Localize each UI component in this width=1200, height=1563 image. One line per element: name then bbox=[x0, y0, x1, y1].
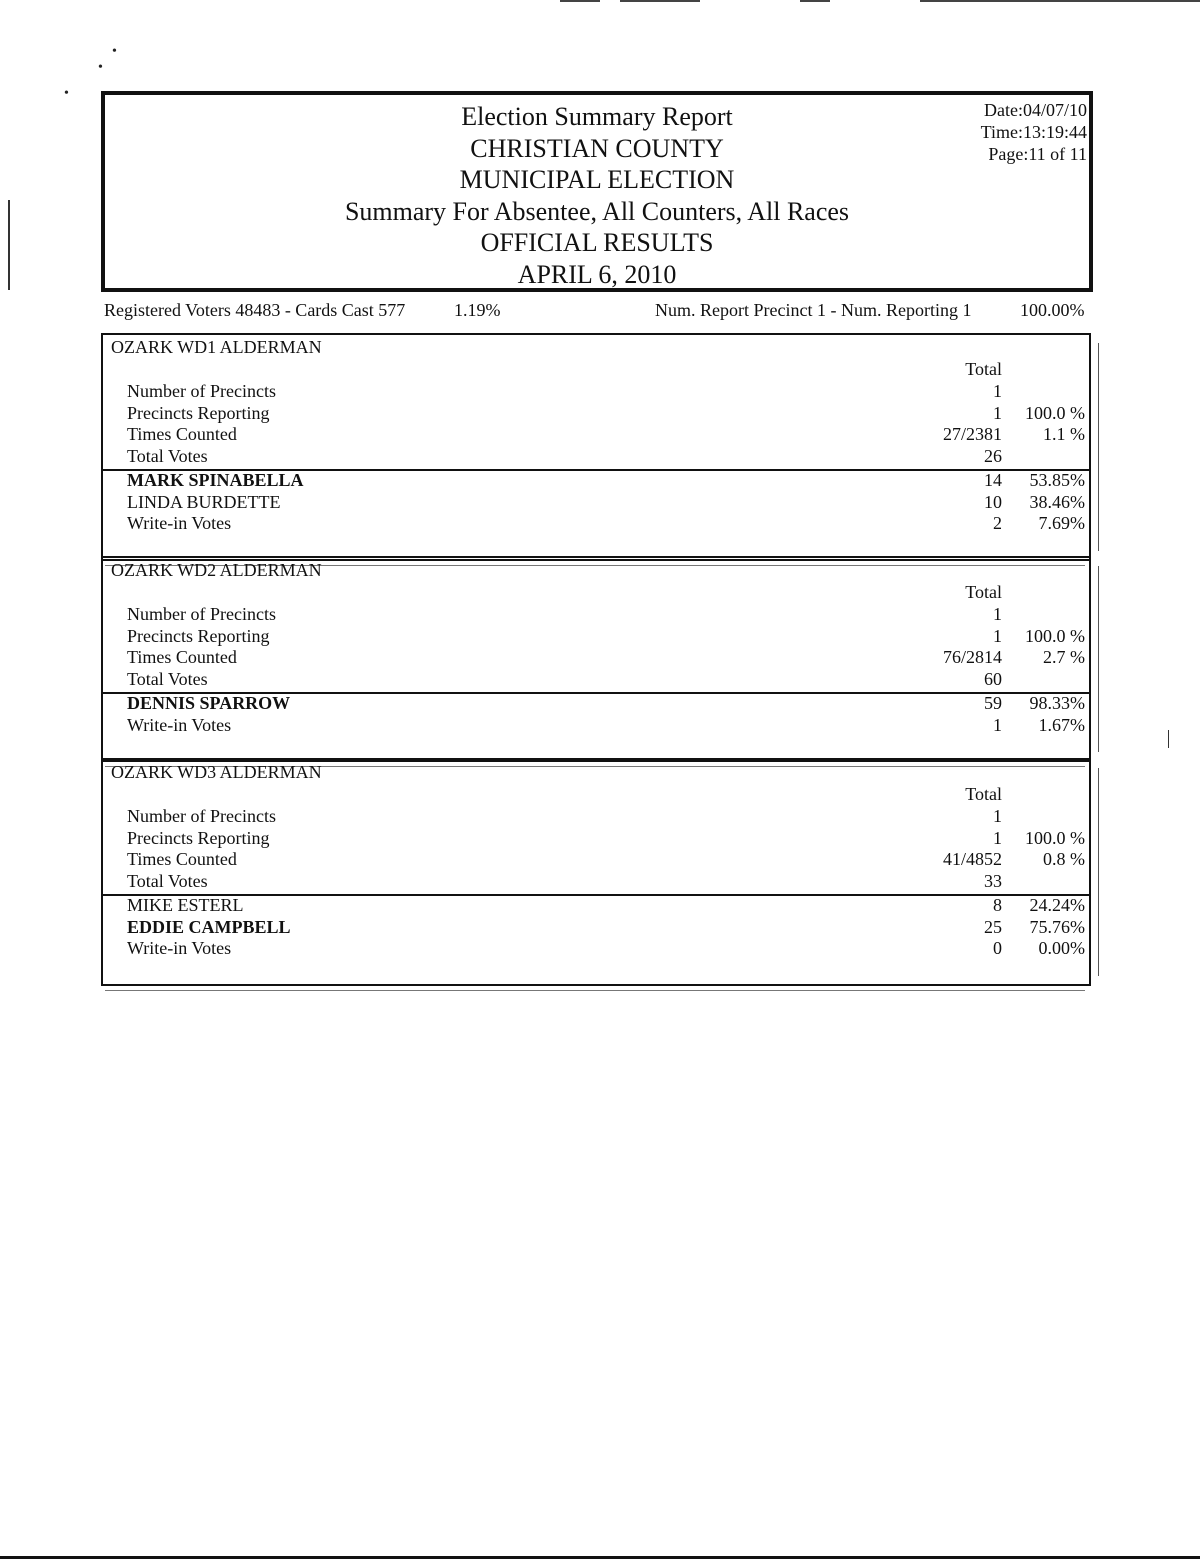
stat-row bbox=[127, 626, 1085, 648]
total-column-header: Total bbox=[965, 784, 1002, 804]
candidate-votes: 25 bbox=[984, 916, 1002, 937]
report-title-line: APRIL 6, 2010 bbox=[517, 259, 677, 289]
candidate-row bbox=[127, 715, 1085, 737]
stat-percent: 100.0 % bbox=[1025, 402, 1085, 423]
scan-edge-mark bbox=[105, 990, 1085, 991]
report-page: Page:11 of 11 bbox=[988, 144, 1087, 164]
stat-value: 26 bbox=[984, 446, 1002, 467]
candidate-row bbox=[127, 513, 1085, 535]
race-section bbox=[101, 758, 1091, 986]
candidate-votes: 2 bbox=[993, 513, 1002, 534]
stat-percent: 100.0 % bbox=[1025, 625, 1085, 646]
registered-percent: 1.19% bbox=[454, 300, 501, 320]
scan-edge-mark bbox=[1168, 730, 1169, 748]
candidate-percent: 38.46% bbox=[1029, 491, 1085, 512]
stat-label: Number of Precincts bbox=[127, 381, 276, 401]
precinct-reporting: Num. Report Precinct 1 - Num. Reporting 1 bbox=[655, 300, 972, 320]
stat-row bbox=[127, 669, 1085, 691]
report-time: Time:13:19:44 bbox=[980, 122, 1087, 142]
report-title-line: CHRISTIAN COUNTY bbox=[470, 133, 724, 163]
stat-row bbox=[127, 828, 1085, 850]
stat-value: 60 bbox=[984, 669, 1002, 690]
candidate-name: Write-in Votes bbox=[127, 513, 232, 534]
stat-value: 1 bbox=[993, 806, 1002, 826]
candidate-name: MARK SPINABELLA bbox=[127, 469, 304, 490]
candidate-row bbox=[127, 470, 1085, 492]
stat-label: Number of Precincts bbox=[127, 806, 276, 826]
stat-percent: 0.8 % bbox=[1043, 849, 1085, 870]
race-title: OZARK WD2 ALDERMAN bbox=[111, 560, 322, 580]
stat-label: Times Counted bbox=[127, 849, 237, 870]
stat-label: Total Votes bbox=[127, 446, 208, 467]
stat-value: 33 bbox=[984, 871, 1002, 892]
candidate-percent: 98.33% bbox=[1029, 692, 1085, 713]
stat-label: Precincts Reporting bbox=[127, 625, 270, 646]
report-stamp bbox=[981, 99, 1087, 165]
stat-percent: 2.7 % bbox=[1043, 647, 1085, 668]
total-column-header: Total bbox=[965, 359, 1002, 379]
stat-row bbox=[127, 849, 1085, 871]
candidate-percent: 53.85% bbox=[1029, 469, 1085, 490]
total-column-header: Total bbox=[965, 582, 1002, 602]
scan-edge-mark bbox=[800, 0, 830, 2]
candidate-name: MIKE ESTERL bbox=[127, 894, 244, 915]
stat-label: Precincts Reporting bbox=[127, 827, 270, 848]
candidate-row bbox=[127, 938, 1085, 960]
scan-edge-mark bbox=[1098, 566, 1099, 752]
stat-label: Times Counted bbox=[127, 647, 237, 668]
stat-row bbox=[127, 806, 1085, 828]
candidate-row bbox=[127, 895, 1085, 917]
report-title-line: MUNICIPAL ELECTION bbox=[459, 165, 735, 194]
candidate-votes: 0 bbox=[993, 938, 1002, 959]
race-section bbox=[101, 556, 1091, 762]
stat-value: 1 bbox=[993, 827, 1002, 848]
stat-value: 1 bbox=[993, 625, 1002, 646]
candidate-name: EDDIE CAMPBELL bbox=[127, 916, 291, 937]
scan-edge-mark bbox=[620, 0, 700, 2]
report-header bbox=[101, 91, 1093, 292]
candidate-votes: 8 bbox=[993, 894, 1002, 915]
candidate-row bbox=[127, 492, 1085, 514]
candidate-votes: 59 bbox=[984, 692, 1002, 713]
stat-value: 41/4852 bbox=[942, 849, 1002, 870]
candidate-name: Write-in Votes bbox=[127, 714, 232, 735]
scan-bottom-edge bbox=[0, 1556, 1200, 1559]
candidate-votes: 1 bbox=[993, 714, 1002, 735]
registered-voters: Registered Voters 48483 - Cards Cast 577 bbox=[104, 300, 406, 320]
stat-label: Times Counted bbox=[127, 424, 237, 445]
candidate-votes: 14 bbox=[984, 469, 1002, 490]
scan-edge-mark bbox=[920, 0, 1200, 2]
candidate-percent: 1.67% bbox=[1038, 714, 1085, 735]
stat-value: 1 bbox=[993, 381, 1002, 401]
report-title-line: Summary For Absentee, All Counters, All Races bbox=[344, 196, 850, 226]
candidate-percent: 7.69% bbox=[1038, 513, 1085, 534]
stat-percent: 100.0 % bbox=[1025, 827, 1085, 848]
stat-row bbox=[127, 424, 1085, 446]
stat-row bbox=[127, 647, 1085, 669]
stat-row bbox=[127, 381, 1085, 403]
report-title-line: Election Summary Report bbox=[461, 102, 733, 131]
stat-row bbox=[127, 871, 1085, 893]
precinct-reporting-percent: 100.00% bbox=[1020, 300, 1085, 320]
scan-speck: • bbox=[112, 44, 117, 59]
scan-edge-mark bbox=[1098, 768, 1099, 976]
stat-row bbox=[127, 403, 1085, 425]
stat-row bbox=[127, 446, 1085, 468]
stat-label: Number of Precincts bbox=[127, 604, 276, 624]
candidate-name: Write-in Votes bbox=[127, 938, 232, 959]
stat-label: Total Votes bbox=[127, 669, 208, 690]
scan-edge-mark bbox=[8, 200, 10, 290]
stat-label: Precincts Reporting bbox=[127, 402, 270, 423]
race-title: OZARK WD1 ALDERMAN bbox=[111, 337, 322, 357]
stat-row bbox=[127, 604, 1085, 626]
candidate-name: LINDA BURDETTE bbox=[127, 491, 281, 512]
report-title-line: OFFICIAL RESULTS bbox=[480, 228, 714, 257]
candidate-percent: 24.24% bbox=[1029, 894, 1085, 915]
race-section bbox=[101, 333, 1091, 561]
stat-value: 76/2814 bbox=[942, 647, 1002, 668]
candidate-percent: 75.76% bbox=[1029, 916, 1085, 937]
candidate-row bbox=[127, 917, 1085, 939]
scan-edge-mark bbox=[560, 0, 600, 2]
candidate-votes: 10 bbox=[984, 491, 1002, 512]
race-title: OZARK WD3 ALDERMAN bbox=[111, 762, 322, 782]
scan-speck: • bbox=[64, 86, 69, 101]
candidate-percent: 0.00% bbox=[1038, 938, 1085, 959]
stat-value: 27/2381 bbox=[942, 424, 1002, 445]
scan-speck: • bbox=[98, 60, 103, 75]
stat-value: 1 bbox=[993, 604, 1002, 624]
stat-percent: 1.1 % bbox=[1043, 424, 1085, 445]
candidate-name: DENNIS SPARROW bbox=[127, 692, 291, 713]
report-title-block bbox=[105, 101, 1089, 290]
candidate-row bbox=[127, 693, 1085, 715]
stat-value: 1 bbox=[993, 402, 1002, 423]
stat-label: Total Votes bbox=[127, 871, 208, 892]
report-date: Date:04/07/10 bbox=[984, 100, 1087, 120]
scan-edge-mark bbox=[1098, 343, 1099, 551]
